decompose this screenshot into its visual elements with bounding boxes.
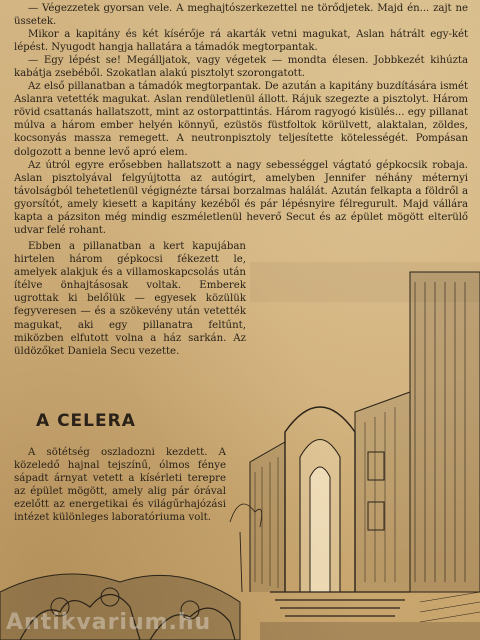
paragraph: — Végezzetek gyorsan vele. A meghajtószerkezettel ne törődjetek. Majd én... zajt ne üssetek. [14,3,468,28]
paragraph: Ebben a pillanatban a kert kapujában hirtelen három gépkocsi fékezett le, amelyek alakjuk és a villamoskapcsolás után ítélve önhajtásosak voltak. Emberek ugrottak ki belőlük — egyesek közülük fegyveresen — és a szökevény után vetették magukat, aki egy pillanatra feltűnt, miközben elfutott volna a ház sarkán. Az üldözőket Daniela Secu vezette. [14,241,246,357]
article-text-bottom-column [14,446,226,525]
article-text-left-column [14,240,246,358]
article-text-top [14,2,468,237]
paragraph: Az útról egyre erősebben hallatszott a nagy sebességgel vágtató gépkocsik robaja. Aslan pisztolyával felgyújtotta az autógirt, amelyben Jennifer néhány méternyi távolságból tehetetlenül végignézte társai borzalmas halálát. Azután felkapta a földről a gyorsítót, amely kiesett a kapitány kezéből és pár lépésnyire félregurult. Majd vállára kapta a pázsiton még mindig eszméletlenül heverő Secut és az épület mögött elterülő udvar felé rohant. [14,159,468,236]
paragraph: — Egy lépést se! Megálljatok, vagy végetek — mondta élesen. Jobbkezét kihúzta kabátja zsebéből. Szokatlan alakú pisztolyt szorongatott. [14,55,468,80]
section-title: A CELERA [36,411,136,431]
watermark: Antikvarium.hu [6,610,212,635]
paragraph: Az első pillanatban a támadók megtorpantak. De azután a kapitány buzdítására ismét Aslanra vetették magukat. Aslan rendületlenül állott. Rájuk szegezte a pisztolyt. Három rövid csattanás hallatszott, mint az ostorpattintás. Három ragyogó kisülés... egy pillanat múlva a három ember helyén könnyű, ezüstös füstfoltok körülvett, alaktalan, zöldes, kocsonyás massza remegett. A neutronpisztoly teljesítette kötelességét. Pompásan dolgozott a benne levő apró elem. [14,81,468,158]
paragraph: A sötétség oszladozni kezdett. A közeledő hajnal tejszínű, ólmos fénye sápadt árnyat vetett a kísérleti terepre az épület mögött, amely alig pár órával ezelőtt az energetikai és világűrhajózási intézet különleges laboratóriuma volt. [14,447,226,524]
paragraph: Mikor a kapitány és két kísérője rá akarták vetni magukat, Aslan hátrált egy-két lépést. Nyugodt hangja hallatára a támadók megtorpantak. [14,29,468,54]
